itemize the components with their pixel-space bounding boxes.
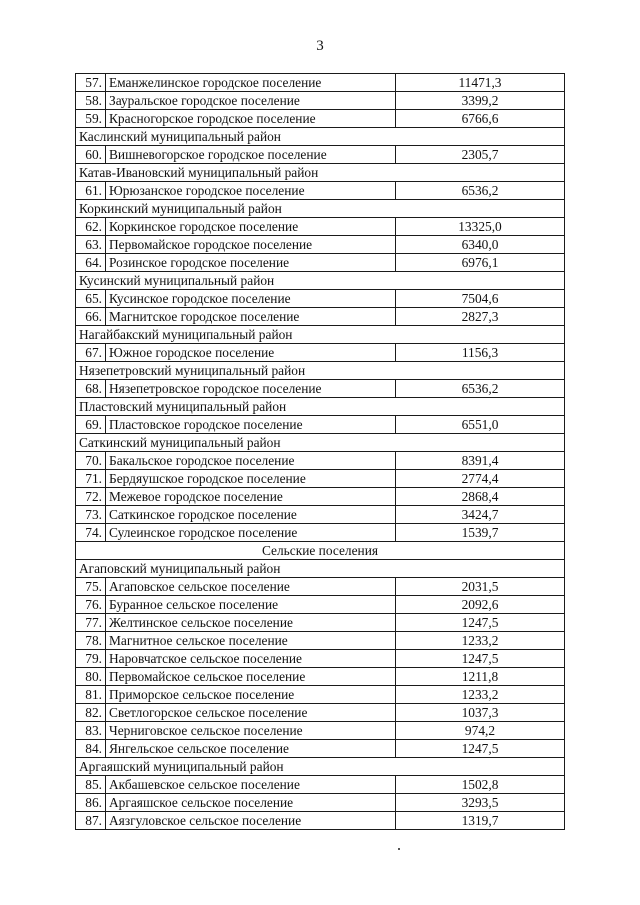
table-row <box>76 668 565 686</box>
district-name: Кусинский муниципальный район <box>76 272 565 290</box>
settlement-value: 1247,5 <box>396 650 565 668</box>
settlement-value: 1211,8 <box>396 668 565 686</box>
district-name: Аргаяшский муниципальный район <box>76 758 565 776</box>
district-row <box>76 326 565 344</box>
district-row <box>76 200 565 218</box>
settlement-name: Желтинское сельское поселение <box>106 614 396 632</box>
row-number: 64. <box>76 254 106 272</box>
table-row <box>76 650 565 668</box>
table-row <box>76 92 565 110</box>
row-number: 83. <box>76 722 106 740</box>
settlement-value: 1233,2 <box>396 686 565 704</box>
table-row <box>76 614 565 632</box>
row-number: 79. <box>76 650 106 668</box>
row-number: 61. <box>76 182 106 200</box>
settlement-value: 2031,5 <box>396 578 565 596</box>
district-row <box>76 164 565 182</box>
table-row <box>76 236 565 254</box>
settlement-name: Светлогорское сельское поселение <box>106 704 396 722</box>
settlement-value: 8391,4 <box>396 452 565 470</box>
district-name: Катав-Ивановский муниципальный район <box>76 164 565 182</box>
row-number: 66. <box>76 308 106 326</box>
settlement-name: Вишневогорское городское поселение <box>106 146 396 164</box>
scan-artifact <box>398 848 400 850</box>
settlement-value: 2868,4 <box>396 488 565 506</box>
table-row <box>76 452 565 470</box>
settlement-name: Юрюзанское городское поселение <box>106 182 396 200</box>
row-number: 84. <box>76 740 106 758</box>
district-name: Каслинский муниципальный район <box>76 128 565 146</box>
table-row <box>76 488 565 506</box>
district-row <box>76 434 565 452</box>
settlement-name: Первомайское сельское поселение <box>106 668 396 686</box>
settlements-table <box>75 73 565 830</box>
district-row <box>76 128 565 146</box>
settlement-name: Магнитное сельское поселение <box>106 632 396 650</box>
settlement-value: 6976,1 <box>396 254 565 272</box>
row-number: 77. <box>76 614 106 632</box>
row-number: 70. <box>76 452 106 470</box>
row-number: 60. <box>76 146 106 164</box>
row-number: 68. <box>76 380 106 398</box>
table-row <box>76 380 565 398</box>
table-row <box>76 218 565 236</box>
settlement-value: 3424,7 <box>396 506 565 524</box>
table-row <box>76 254 565 272</box>
table-row <box>76 308 565 326</box>
row-number: 78. <box>76 632 106 650</box>
table-row <box>76 578 565 596</box>
settlement-name: Кусинское городское поселение <box>106 290 396 308</box>
table-row <box>76 704 565 722</box>
district-row <box>76 272 565 290</box>
district-row <box>76 362 565 380</box>
settlement-value: 2305,7 <box>396 146 565 164</box>
table-row <box>76 722 565 740</box>
settlement-value: 1037,3 <box>396 704 565 722</box>
settlement-value: 6536,2 <box>396 380 565 398</box>
settlement-value: 3399,2 <box>396 92 565 110</box>
settlement-name: Розинское городское поселение <box>106 254 396 272</box>
row-number: 80. <box>76 668 106 686</box>
table-row <box>76 524 565 542</box>
settlement-name: Пластовское городское поселение <box>106 416 396 434</box>
settlement-name: Янгельское сельское поселение <box>106 740 396 758</box>
table-row <box>76 686 565 704</box>
table-row <box>76 416 565 434</box>
settlement-name: Межевое городское поселение <box>106 488 396 506</box>
row-number: 75. <box>76 578 106 596</box>
settlement-name: Коркинское городское поселение <box>106 218 396 236</box>
settlement-value: 2092,6 <box>396 596 565 614</box>
table-row <box>76 596 565 614</box>
settlement-value: 1247,5 <box>396 614 565 632</box>
table-row <box>76 740 565 758</box>
district-name: Агаповский муниципальный район <box>76 560 565 578</box>
settlement-name: Аязгуловское сельское поселение <box>106 812 396 830</box>
settlement-value: 1539,7 <box>396 524 565 542</box>
settlement-value: 1156,3 <box>396 344 565 362</box>
section-row <box>76 542 565 560</box>
section-heading: Сельские поселения <box>76 542 565 560</box>
district-name: Саткинский муниципальный район <box>76 434 565 452</box>
table-row <box>76 776 565 794</box>
settlement-value: 7504,6 <box>396 290 565 308</box>
settlement-name: Аргаяшское сельское поселение <box>106 794 396 812</box>
table-row <box>76 344 565 362</box>
settlement-value: 3293,5 <box>396 794 565 812</box>
table-row <box>76 812 565 830</box>
row-number: 65. <box>76 290 106 308</box>
row-number: 74. <box>76 524 106 542</box>
table-row <box>76 110 565 128</box>
row-number: 62. <box>76 218 106 236</box>
table-body <box>76 74 565 830</box>
settlement-name: Южное городское поселение <box>106 344 396 362</box>
row-number: 63. <box>76 236 106 254</box>
settlement-name: Зауральское городское поселение <box>106 92 396 110</box>
district-name: Нагайбакский муниципальный район <box>76 326 565 344</box>
table-row <box>76 146 565 164</box>
settlement-value: 2774,4 <box>396 470 565 488</box>
row-number: 86. <box>76 794 106 812</box>
row-number: 82. <box>76 704 106 722</box>
row-number: 73. <box>76 506 106 524</box>
table-row <box>76 632 565 650</box>
row-number: 81. <box>76 686 106 704</box>
settlement-name: Красногорское городское поселение <box>106 110 396 128</box>
page-number: 3 <box>316 38 324 54</box>
row-number: 58. <box>76 92 106 110</box>
row-number: 69. <box>76 416 106 434</box>
settlement-name: Саткинское городское поселение <box>106 506 396 524</box>
settlement-value: 1233,2 <box>396 632 565 650</box>
settlement-name: Буранное сельское поселение <box>106 596 396 614</box>
settlement-name: Бердяушское городское поселение <box>106 470 396 488</box>
settlement-value: 6766,6 <box>396 110 565 128</box>
settlement-name: Бакальское городское поселение <box>106 452 396 470</box>
settlement-name: Сулеинское городское поселение <box>106 524 396 542</box>
settlement-value: 2827,3 <box>396 308 565 326</box>
row-number: 85. <box>76 776 106 794</box>
settlement-name: Наровчатское сельское поселение <box>106 650 396 668</box>
district-row <box>76 758 565 776</box>
settlement-value: 1502,8 <box>396 776 565 794</box>
row-number: 72. <box>76 488 106 506</box>
settlement-value: 11471,3 <box>396 74 565 92</box>
settlement-name: Черниговское сельское поселение <box>106 722 396 740</box>
settlement-value: 6340,0 <box>396 236 565 254</box>
row-number: 67. <box>76 344 106 362</box>
row-number: 76. <box>76 596 106 614</box>
district-row <box>76 398 565 416</box>
settlement-name: Нязепетровское городское поселение <box>106 380 396 398</box>
district-name: Коркинский муниципальный район <box>76 200 565 218</box>
row-number: 71. <box>76 470 106 488</box>
settlement-value: 974,2 <box>396 722 565 740</box>
district-row <box>76 560 565 578</box>
table-row <box>76 182 565 200</box>
row-number: 57. <box>76 74 106 92</box>
district-name: Пластовский муниципальный район <box>76 398 565 416</box>
table-row <box>76 506 565 524</box>
settlement-name: Магнитское городское поселение <box>106 308 396 326</box>
settlement-name: Агаповское сельское поселение <box>106 578 396 596</box>
row-number: 87. <box>76 812 106 830</box>
settlement-value: 13325,0 <box>396 218 565 236</box>
settlement-name: Первомайское городское поселение <box>106 236 396 254</box>
settlement-value: 6551,0 <box>396 416 565 434</box>
settlement-value: 1247,5 <box>396 740 565 758</box>
table-row <box>76 794 565 812</box>
settlement-value: 1319,7 <box>396 812 565 830</box>
district-name: Нязепетровский муниципальный район <box>76 362 565 380</box>
settlement-name: Акбашевское сельское поселение <box>106 776 396 794</box>
table-row <box>76 290 565 308</box>
settlement-name: Еманжелинское городское поселение <box>106 74 396 92</box>
table-row <box>76 470 565 488</box>
row-number: 59. <box>76 110 106 128</box>
table-row <box>76 74 565 92</box>
settlement-name: Приморское сельское поселение <box>106 686 396 704</box>
settlement-value: 6536,2 <box>396 182 565 200</box>
